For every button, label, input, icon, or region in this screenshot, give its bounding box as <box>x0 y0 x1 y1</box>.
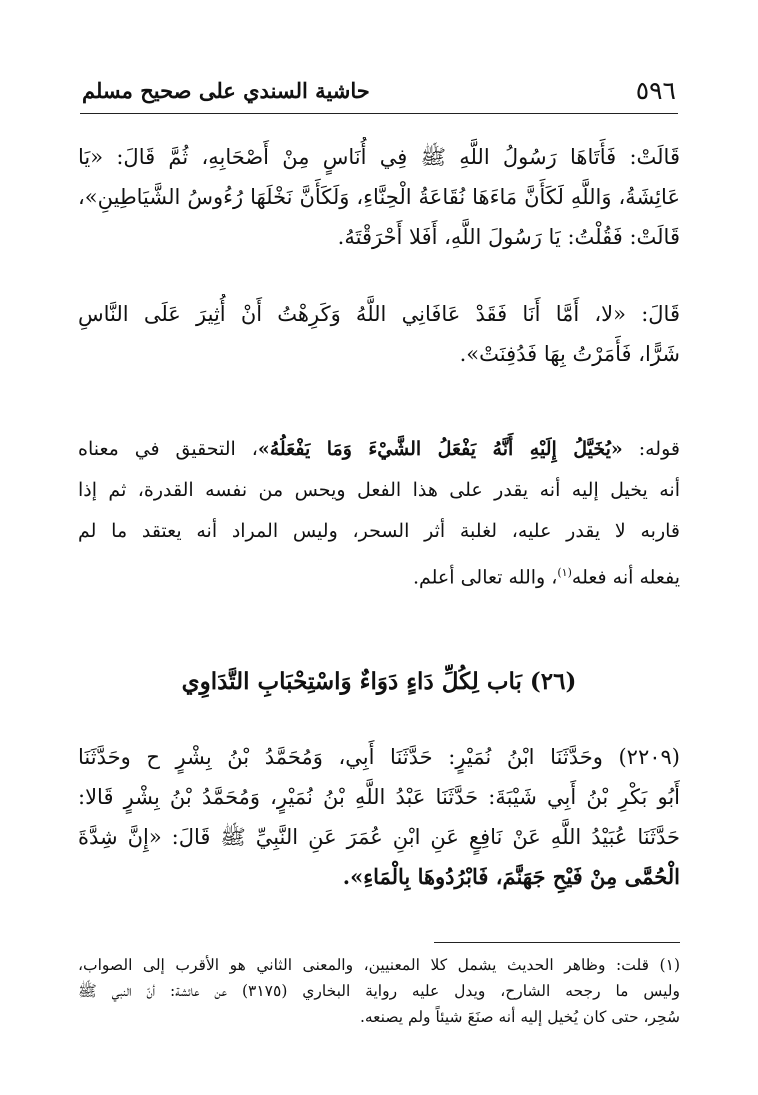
hadith-paragraph-1 <box>78 137 680 257</box>
footnote-line: (١) قلت: وظاهر الحديث يشمل كلا المعنيين، والمعنى الثاني هو الأقرب إلى الصواب، <box>78 956 680 974</box>
chapter-heading: (٢٦) بَاب لِكُلِّ دَاءٍ دَوَاءٌ وَاسْتِحْبَابِ التَّدَاوِي <box>181 668 577 695</box>
footnote-rule <box>434 942 680 943</box>
commentary-text: ، التحقيق في معناه <box>78 438 258 460</box>
footnote-line: سُحِر، حتى كان يُخيل إليه أنه صنَعَ شيئاً ولم يصنعه. <box>359 1008 680 1026</box>
text-line: الْحُمَّى مِنْ فَيْحِ جَهَنَّمَ، فَابْرُدُوهَا بِالْمَاءِ». <box>342 864 680 889</box>
commentary-text: ، والله تعالى أعلم. <box>412 566 558 589</box>
text-line: (٢٢٠٩) وحَدَّثَنَا ابْنُ نُمَيْرٍ: حَدَّثَنَا أَبِي، وَمُحَمَّدُ بْنُ بِشْرٍ ح وحَدَّثَنَا <box>78 745 680 769</box>
text-line: حَدَّثَنَا عُبَيْدُ اللَّهِ عَنْ نَافِعٍ عَنِ ابْنِ عُمَرَ عَنِ النَّبِيِّ ﷺ قَالَ: «إِنَّ شِدَّةَ <box>78 825 680 849</box>
running-title: حاشية السندي على صحيح مسلم <box>82 78 370 103</box>
text-line: شَرًّا، فَأَمَرْتُ بِهَا فَدُفِنَتْ». <box>459 342 680 366</box>
commentary-lead: قوله: <box>638 438 680 460</box>
footnote-reference: (١) <box>557 566 572 579</box>
footnote <box>78 952 680 1030</box>
header-rule <box>80 113 678 114</box>
text-line: أَبُو بَكْرِ بْنُ أَبِي شَيْبَةَ: حَدَّثَنَا عَبْدُ اللَّهِ بْنُ نُمَيْرٍ، وَمُحَمَّدُ بْنُ بِشْرٍ قَالا: <box>78 785 680 809</box>
commentary-paragraph <box>78 429 680 593</box>
text-line: قَالَ: «لا، أَمَّا أَنَا فَقَدْ عَافَانِي اللَّهُ وَكَرِهْتُ أَنْ أُثِيرَ عَلَى النَّاسِ <box>78 302 680 326</box>
page-header <box>80 68 678 114</box>
page-number: ٥٩٦ <box>635 76 676 105</box>
hadith-paragraph-3 <box>78 737 680 897</box>
text-line: أنه يخيل إليه أنه يقدر على هذا الفعل ويحس من نفسه القدرة، ثم إذا <box>78 479 680 501</box>
hadith-paragraph-2 <box>78 294 680 374</box>
text-line: قاربه لا يقدر عليه، لغلبة أثر السحر، وليس المراد أنه يعتقد ما لم <box>78 520 680 542</box>
text-line <box>78 552 680 593</box>
commentary-text: يفعله أنه فعله <box>571 566 680 589</box>
quoted-phrase: «يُخَيَّلُ إِلَيْهِ أَنَّهُ يَفْعَلُ الشَّيْءَ وَمَا يَفْعَلُهُ» <box>257 438 623 460</box>
text-line: عَائِشَةُ، وَاللَّهِ لَكَأَنَّ مَاءَهَا نُقَاعَةُ الْحِنَّاءِ، وَلَكَأَنَّ نَخْلَهَا رُءُوسُ الشَّيَاطِينِ»، <box>78 185 680 209</box>
text-line: قَالَتْ: فَقُلْتُ: يَا رَسُولَ اللَّهِ، أَفَلا أَحْرَقْتَهُ. <box>337 225 680 249</box>
text-line: قَالَتْ: فَأَتَاهَا رَسُولُ اللَّهِ ﷺ فِي أُنَاسٍ مِنْ أَصْحَابِهِ، ثُمَّ قَالَ: «يَا <box>78 145 680 169</box>
footnote-line: وليس ما رجحه الشارح، ويدل عليه رواية البخاري (٣١٧٥) عن عائشة: أنّ النبي ﷺ <box>78 982 680 1000</box>
text-line <box>78 429 680 470</box>
